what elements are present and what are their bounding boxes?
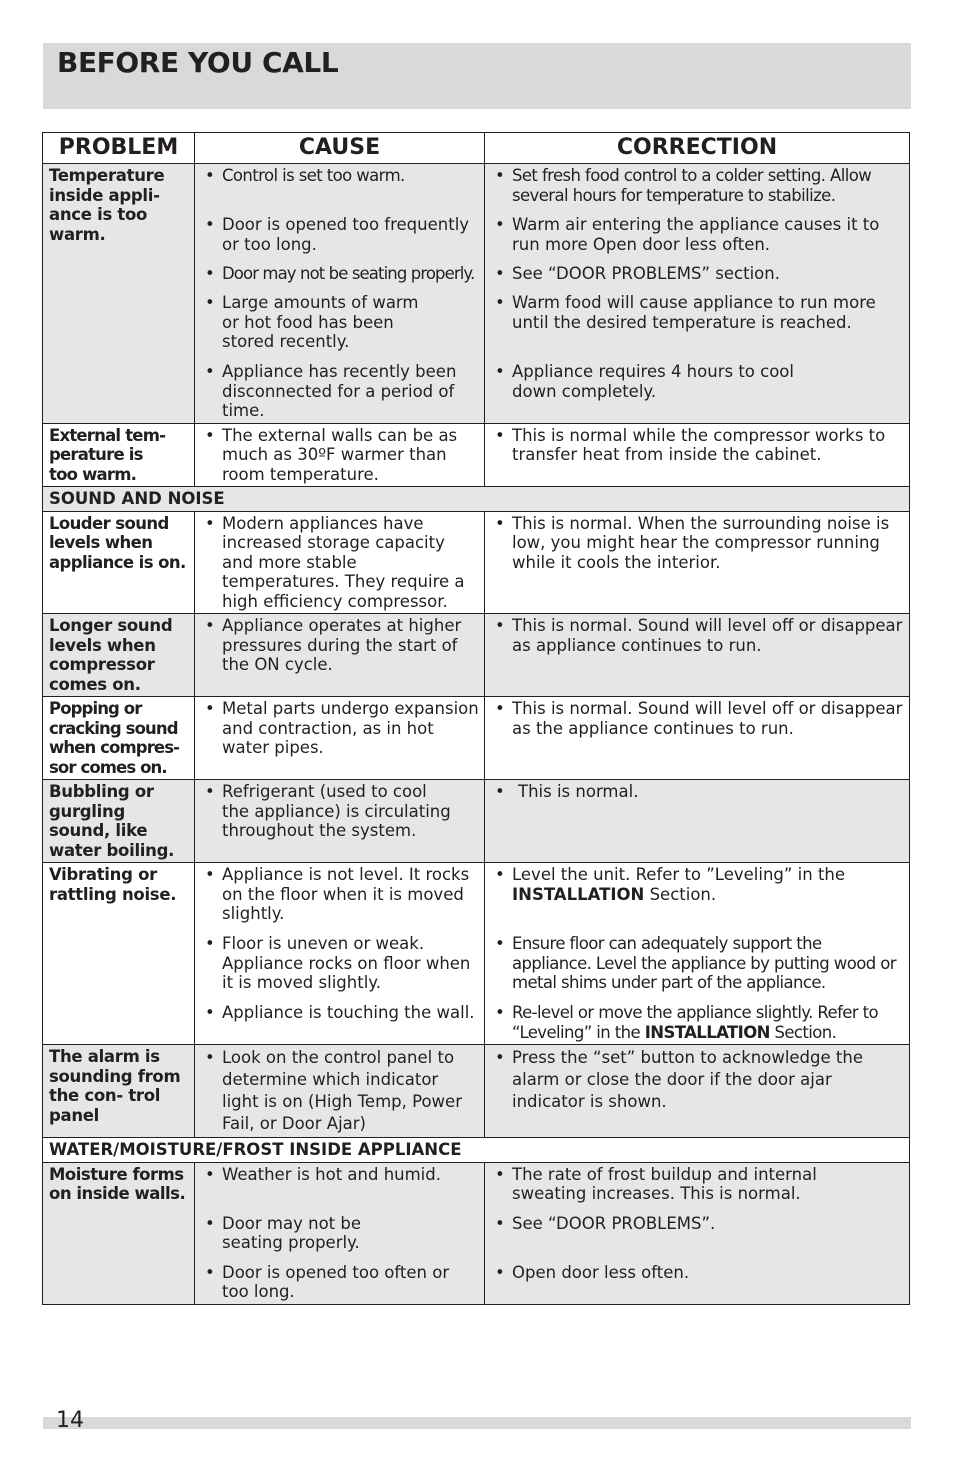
list-item: • Floor is uneven or weak. Appliance rocks on floor when it is moved slightly. xyxy=(200,934,479,1003)
problem-text: Temperature inside appli- ance is too warm. xyxy=(49,166,165,244)
table-row xyxy=(43,1162,910,1304)
table-row xyxy=(43,511,910,614)
list-item: • Appliance operates at higher pressures during the start of the ON cycle. xyxy=(200,616,479,675)
cause-cell xyxy=(195,1162,485,1304)
correction-cell xyxy=(485,863,910,1045)
section-row xyxy=(43,1138,910,1163)
list-item: • Door may not be seating properly. xyxy=(200,264,479,293)
table-row xyxy=(43,423,910,487)
cause-cell xyxy=(195,614,485,697)
list-item: • See “DOOR PROBLEMS”. xyxy=(490,1214,904,1263)
cause-cell xyxy=(195,423,485,487)
list-item: • Warm food will cause appliance to run more until the desired temperature is reached. xyxy=(490,293,904,362)
correction-cell xyxy=(485,614,910,697)
table-header-row xyxy=(43,133,910,164)
list-item: • Appliance is not level. It rocks on the floor when it is moved slightly. xyxy=(200,865,479,934)
cause-cell xyxy=(195,697,485,780)
list-item: • Open door less often. xyxy=(490,1263,904,1283)
cause-cell xyxy=(195,863,485,1045)
column-header-cause: CAUSE xyxy=(195,133,485,164)
cause-cell xyxy=(195,780,485,863)
table-row xyxy=(43,1045,910,1138)
list-item: • Door is opened too often or too long. xyxy=(200,1263,479,1302)
page-number: 14 xyxy=(56,1408,84,1433)
list-item: • See “DOOR PROBLEMS” section. xyxy=(490,264,904,293)
list-item: • Ensure floor can adequately support the appliance. Level the appliance by putting wood or metal shims under part of the appliance. xyxy=(490,934,904,1003)
list-item: • Modern appliances have increased storage capacity and more stable temperatures. They require a high efficiency compressor. xyxy=(200,514,479,612)
list-item: • Appliance is touching the wall. xyxy=(200,1003,479,1023)
problem-text: Longer sound levels when compressor comes on. xyxy=(49,616,173,694)
correction-cell xyxy=(485,164,910,424)
list-item: • This is normal. When the surrounding noise is low, you might hear the compressor running while it cools the interior. xyxy=(490,514,904,573)
footer-bar xyxy=(43,1417,911,1429)
correction-cell xyxy=(485,423,910,487)
table-row xyxy=(43,614,910,697)
list-item xyxy=(490,1003,904,1042)
problem-text: External tem- perature is too warm. xyxy=(49,425,166,484)
problem-cell xyxy=(43,780,195,863)
table-row xyxy=(43,164,910,424)
problem-cell xyxy=(43,863,195,1045)
installation-reference: INSTALLATION xyxy=(512,884,645,904)
correction-cell xyxy=(485,1162,910,1304)
table-row xyxy=(43,697,910,780)
list-item: • Set fresh food control to a colder setting. Allow several hours for temperature to stabilize. xyxy=(490,166,904,215)
installation-reference: INSTALLATION xyxy=(644,1022,770,1042)
problem-text: Louder sound levels when appliance is on. xyxy=(49,513,186,572)
list-item: • Warm air entering the appliance causes it to run more Open door less often. xyxy=(490,215,904,264)
correction-cell xyxy=(485,1045,910,1138)
list-item: • Metal parts undergo expansion and contraction, as in hot water pipes. xyxy=(200,699,479,758)
list-item: • Refrigerant (used to cool the appliance) is circulating throughout the system. xyxy=(200,782,479,841)
problem-cell xyxy=(43,1045,195,1138)
problem-cell xyxy=(43,697,195,780)
problem-cell xyxy=(43,164,195,424)
list-item: • Door may not be seating properly. xyxy=(200,1214,479,1263)
cause-cell xyxy=(195,511,485,614)
section-heading-water: WATER/MOISTURE/FROST INSIDE APPLIANCE xyxy=(43,1138,910,1163)
list-item: • Press the “set” button to acknowledge the alarm or close the door if the door ajar indicator is shown. xyxy=(490,1047,904,1113)
list-item: • Door is opened too frequently or too long. xyxy=(200,215,479,264)
correction-text: Section. xyxy=(769,1022,837,1042)
problem-cell xyxy=(43,1162,195,1304)
page-title: BEFORE YOU CALL xyxy=(57,46,339,79)
table-row xyxy=(43,863,910,1045)
column-header-correction: CORRECTION xyxy=(485,133,910,164)
section-row xyxy=(43,487,910,512)
problem-text: Moisture forms on inside walls. xyxy=(49,1164,186,1203)
correction-text: Re-level or move the appliance slightly. Refer to “Leveling” in the xyxy=(512,1003,879,1042)
problem-text: Vibrating or rattling noise. xyxy=(49,865,177,904)
list-item: • This is normal. Sound will level off or disappear as appliance continues to run. xyxy=(490,616,904,655)
cause-cell xyxy=(195,1045,485,1138)
problem-cell xyxy=(43,511,195,614)
correction-cell xyxy=(485,697,910,780)
column-header-problem: PROBLEM xyxy=(43,133,195,164)
table-row xyxy=(43,780,910,863)
problem-cell xyxy=(43,614,195,697)
problem-text: Bubbling or gurgling sound, like water boiling. xyxy=(49,782,175,860)
list-item xyxy=(490,865,904,934)
problem-cell xyxy=(43,423,195,487)
correction-text: Level the unit. Refer to ”Leveling” in the xyxy=(512,865,846,884)
section-heading-sound: SOUND AND NOISE xyxy=(43,487,910,512)
list-item: • The external walls can be as much as 30ºF warmer than room temperature. xyxy=(200,426,479,485)
list-item: • Large amounts of warm or hot food has been stored recently. xyxy=(200,293,479,362)
list-item: • Appliance has recently been disconnected for a period of time. xyxy=(200,362,479,421)
list-item: • Weather is hot and humid. xyxy=(200,1165,479,1214)
correction-cell xyxy=(485,511,910,614)
problem-text: Popping or cracking sound when compres- sor comes on. xyxy=(49,699,180,777)
cause-cell xyxy=(195,164,485,424)
correction-cell xyxy=(485,780,910,863)
list-item: • Look on the control panel to determine which indicator light is on (High Temp, Power Fail, or Door Ajar) xyxy=(200,1047,479,1135)
list-item: • Control is set too warm. xyxy=(200,166,479,215)
problem-text: The alarm is sounding from the con- trol panel xyxy=(49,1047,181,1125)
list-item: • This is normal. xyxy=(490,782,904,802)
list-item: • This is normal. Sound will level off or disappear as the appliance continues to run. xyxy=(490,699,904,738)
list-item: • The rate of frost buildup and internal sweating increases. This is normal. xyxy=(490,1165,904,1214)
correction-text: Section. xyxy=(644,884,717,904)
troubleshooting-table xyxy=(42,132,910,1305)
list-item: • This is normal while the compressor works to transfer heat from inside the cabinet. xyxy=(490,426,904,465)
header-banner xyxy=(43,43,911,109)
list-item: • Appliance requires 4 hours to cool down completely. xyxy=(490,362,904,401)
